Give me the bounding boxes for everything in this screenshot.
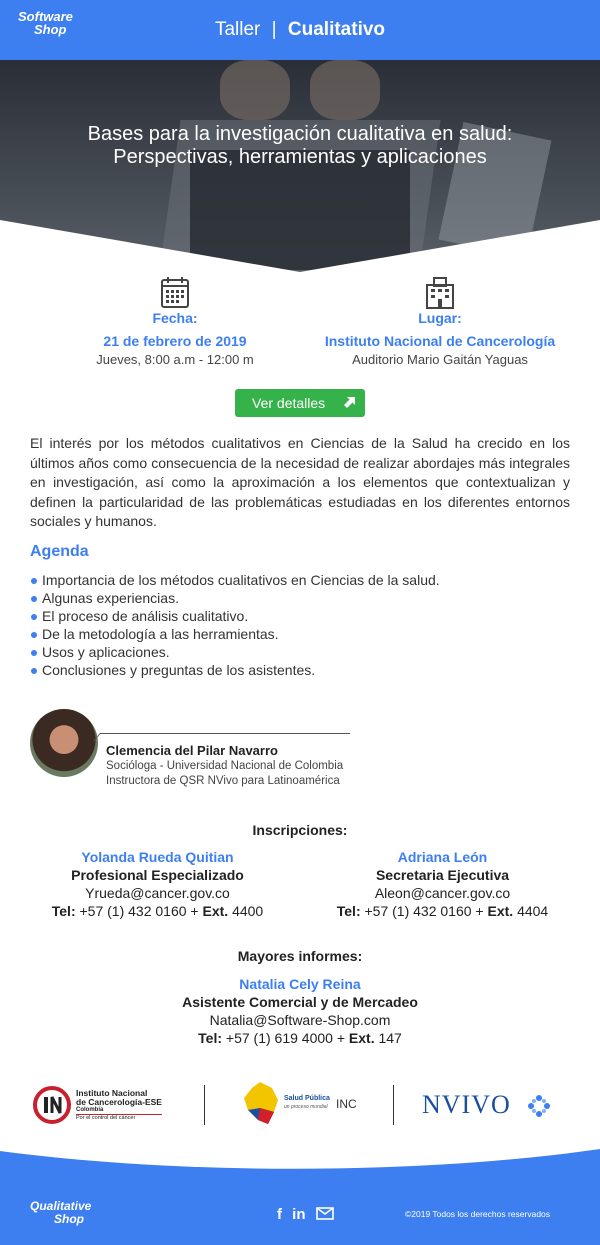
ext-label: Ext. <box>202 903 229 919</box>
agenda-list <box>30 571 570 679</box>
nvivo-logo[interactable] <box>422 1090 557 1122</box>
tel-label: Tel: <box>198 1030 223 1046</box>
agenda-item: De la metodología a las herramientas. <box>30 625 570 643</box>
speaker-title-line1: Socióloga - Universidad Nacional de Colombia <box>106 760 344 772</box>
place-label: Lugar: <box>418 310 462 326</box>
speaker-name: Clemencia del Pilar Navarro <box>106 743 278 758</box>
salud-publica-title: Salud Pública <box>284 1095 330 1102</box>
ext-number: 4400 <box>232 903 264 919</box>
footer-wave <box>0 1145 600 1175</box>
speaker-title-line2: Instructora de QSR NVivo para Latinoamérica <box>106 775 340 787</box>
hero-title <box>20 123 580 169</box>
contact-name: Adriana León <box>397 849 488 865</box>
inc-country: Colombia <box>76 1107 162 1115</box>
social-links <box>277 1206 334 1223</box>
tel-label: Tel: <box>51 903 76 919</box>
event-date-block <box>70 275 280 367</box>
logo-separator <box>204 1085 205 1125</box>
more-info-heading: Mayores informes: <box>237 948 363 964</box>
date-detail: Jueves, 8:00 a.m - 12:00 m <box>96 352 254 367</box>
nvivo-wordmark: NVIVO <box>422 1090 511 1119</box>
inc-tagline: Por el control del cáncer <box>76 1115 136 1121</box>
event-place-block <box>300 275 580 367</box>
agenda-item: El proceso de análisis cualitativo. <box>30 607 570 625</box>
date-value: 21 de febrero de 2019 <box>103 333 247 349</box>
footer-bar <box>0 1145 600 1245</box>
tel-number: +57 (1) 432 0160 + <box>79 903 199 919</box>
intro-paragraph: El interés por los métodos cualitativos en Ciencias de la Salud ha crecido en los últimos años como consecuencia de la necesidad de realizar abordajes más integrales en investigación, así como la aproximación a los elementos que contextualizan y definen la particularidad de las problemáticas estudiadas en los diferentes entornos sociales y humanos. <box>30 435 570 529</box>
linkedin-icon[interactable]: in <box>292 1206 306 1223</box>
facebook-icon[interactable]: f <box>277 1206 282 1223</box>
agenda-item: Usos y aplicaciones. <box>30 643 570 661</box>
qualitative-shop-logo[interactable] <box>30 1200 91 1226</box>
hero-title-line2: Perspectivas, herramientas y aplicaciones <box>113 146 487 168</box>
header-bar <box>0 0 600 60</box>
salud-publica-logo[interactable] <box>240 1080 365 1130</box>
ext-number: 4404 <box>517 903 549 919</box>
registration-heading: Inscripciones: <box>252 822 348 838</box>
logo-text-line2: Shop <box>34 22 67 37</box>
contact-name: Yolanda Rueda Quitian <box>81 849 234 865</box>
header-title-main: Cualitativo <box>287 19 386 40</box>
contact-role: Profesional Especializado <box>71 867 244 883</box>
tel-number: +57 (1) 619 4000 + <box>225 1030 346 1046</box>
footer-logo-line1: Qualitative <box>30 1199 92 1213</box>
email-icon[interactable] <box>316 1207 334 1220</box>
ver-detalles-label: Ver detalles <box>252 395 326 411</box>
inc-name-line1: Instituto Nacional <box>76 1088 148 1098</box>
contact-card-yolanda <box>20 848 295 920</box>
agenda-item: Algunas experiencias. <box>30 589 570 607</box>
contact-phone <box>20 902 295 920</box>
footer-logo-line2: Shop <box>54 1212 84 1226</box>
nvivo-mark-icon <box>526 1093 552 1119</box>
contact-phone <box>0 1029 600 1047</box>
contact-role: Asistente Comercial y de Mercadeo <box>182 994 418 1010</box>
place-detail: Auditorio Mario Gaitán Yaguas <box>352 352 528 367</box>
ver-detalles-button[interactable] <box>235 389 365 417</box>
contact-card-adriana <box>305 848 580 920</box>
contact-phone <box>305 902 580 920</box>
contact-card-natalia <box>0 975 600 1047</box>
salud-publica-tagline: un proceso mundial <box>284 1104 328 1110</box>
ext-label: Ext. <box>348 1030 375 1046</box>
calendar-icon <box>160 275 190 309</box>
header-title-separator: | <box>271 19 277 40</box>
hero-banner <box>0 60 600 272</box>
tel-label: Tel: <box>336 903 361 919</box>
contact-name: Natalia Cely Reina <box>239 976 361 992</box>
logo-separator <box>393 1085 394 1125</box>
agenda-item: Conclusiones y preguntas de los asistentes. <box>30 661 570 679</box>
header-title <box>0 19 600 41</box>
ext-label: Ext. <box>487 903 514 919</box>
header-title-prefix: Taller <box>214 19 261 40</box>
tel-number: +57 (1) 432 0160 + <box>364 903 484 919</box>
inc-logo[interactable] <box>32 1085 182 1125</box>
ext-number: 147 <box>378 1030 402 1046</box>
salud-publica-org: INC <box>336 1097 357 1111</box>
logo-text-line1: Software <box>18 9 73 24</box>
speaker-avatar <box>30 709 98 777</box>
agenda-item: Importancia de los métodos cualitativos en Ciencias de la salud. <box>30 571 570 589</box>
speaker-divider <box>100 733 350 734</box>
building-icon <box>424 275 456 309</box>
inc-emblem-icon <box>32 1085 72 1125</box>
agenda-heading: Agenda <box>30 543 89 560</box>
contact-email-link[interactable]: Natalia@Software-Shop.com <box>209 1012 391 1028</box>
hero-title-line1: Bases para la investigación cualitativa en salud: <box>87 123 513 145</box>
contact-email-link[interactable]: Aleon@cancer.gov.co <box>374 885 511 901</box>
inc-name-line2: de Cancerología-ESE <box>76 1097 162 1107</box>
contact-email-link[interactable]: Yrueda@cancer.gov.co <box>85 885 230 901</box>
copyright-text: ©2019 Todos los derechos reservados <box>405 1209 551 1219</box>
date-label: Fecha: <box>152 310 198 326</box>
contact-role: Secretaria Ejecutiva <box>375 867 510 883</box>
colombia-map-icon <box>240 1080 285 1128</box>
place-value: Instituto Nacional de Cancerología <box>324 333 556 349</box>
external-link-icon <box>343 395 357 409</box>
